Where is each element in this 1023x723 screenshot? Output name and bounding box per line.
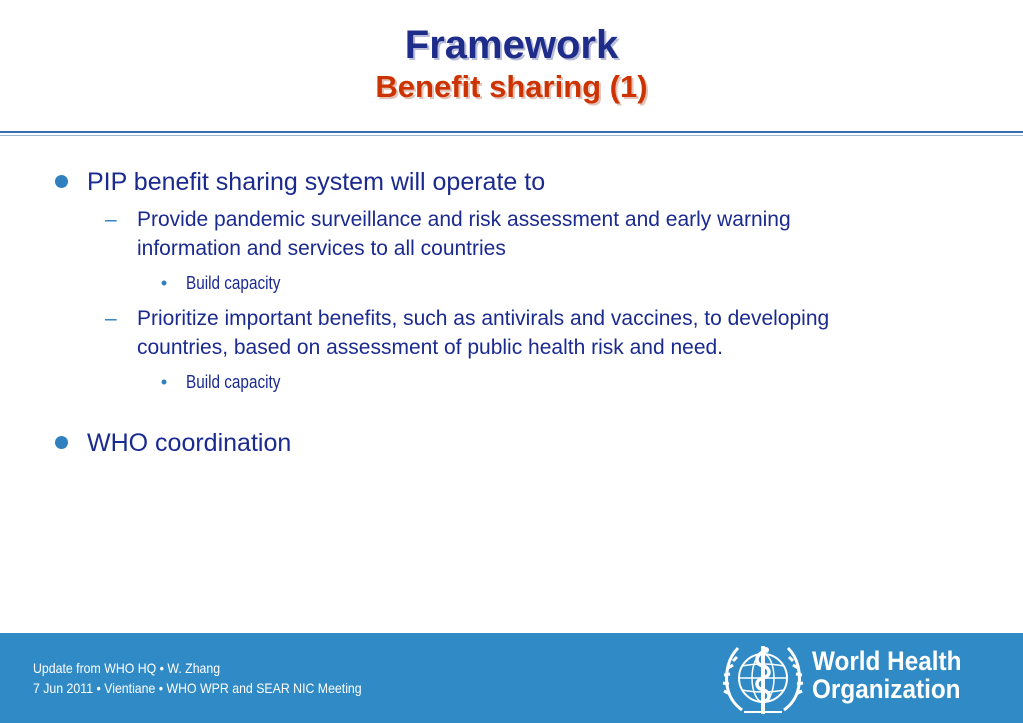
dash-icon: – <box>105 208 117 231</box>
bullet-icon <box>55 175 68 188</box>
sub-sub-bullet-text: Build capacity <box>186 372 281 392</box>
sub-sub-bullet-text: Build capacity <box>186 273 281 293</box>
sub-bullet-line: countries, based on assessment of public health risk and need. <box>137 336 724 359</box>
sub-bullet-line: Prioritize important benefits, such as antivirals and vaccines, to developing <box>137 307 830 330</box>
bullet-icon <box>55 436 68 449</box>
sub-sub-bullet-item <box>160 271 281 295</box>
sub-bullet-item <box>105 205 791 263</box>
bullet-dot-icon: • <box>160 372 168 392</box>
bullet-text: WHO coordination <box>87 429 292 457</box>
organization-name <box>812 647 961 703</box>
sub-sub-bullet-item <box>160 370 281 394</box>
slide-subtitle: Benefit sharing (1) <box>375 69 648 104</box>
dash-icon: – <box>105 307 117 330</box>
bullet-item <box>87 428 291 458</box>
slide-title: Framework <box>404 23 619 67</box>
sub-bullet-line: information and services to all countries <box>137 237 506 260</box>
footer-bar <box>0 633 1023 723</box>
footer-line: Update from WHO HQ • W. Zhang <box>33 660 221 676</box>
who-emblem-icon <box>720 636 806 720</box>
footer-caption <box>33 658 362 698</box>
sub-bullet-item <box>105 304 830 362</box>
bullet-dot-icon: • <box>160 273 168 293</box>
org-name-line: World Health <box>812 646 962 676</box>
bullet-text: PIP benefit sharing system will operate to <box>87 168 546 196</box>
footer-line: 7 Jun 2011 • Vientiane • WHO WPR and SEAR NIC Meeting <box>33 680 362 696</box>
org-name-line: Organization <box>812 674 961 704</box>
bullet-item <box>87 167 545 197</box>
sub-bullet-line: Provide pandemic surveillance and risk assessment and early warning <box>137 208 791 231</box>
